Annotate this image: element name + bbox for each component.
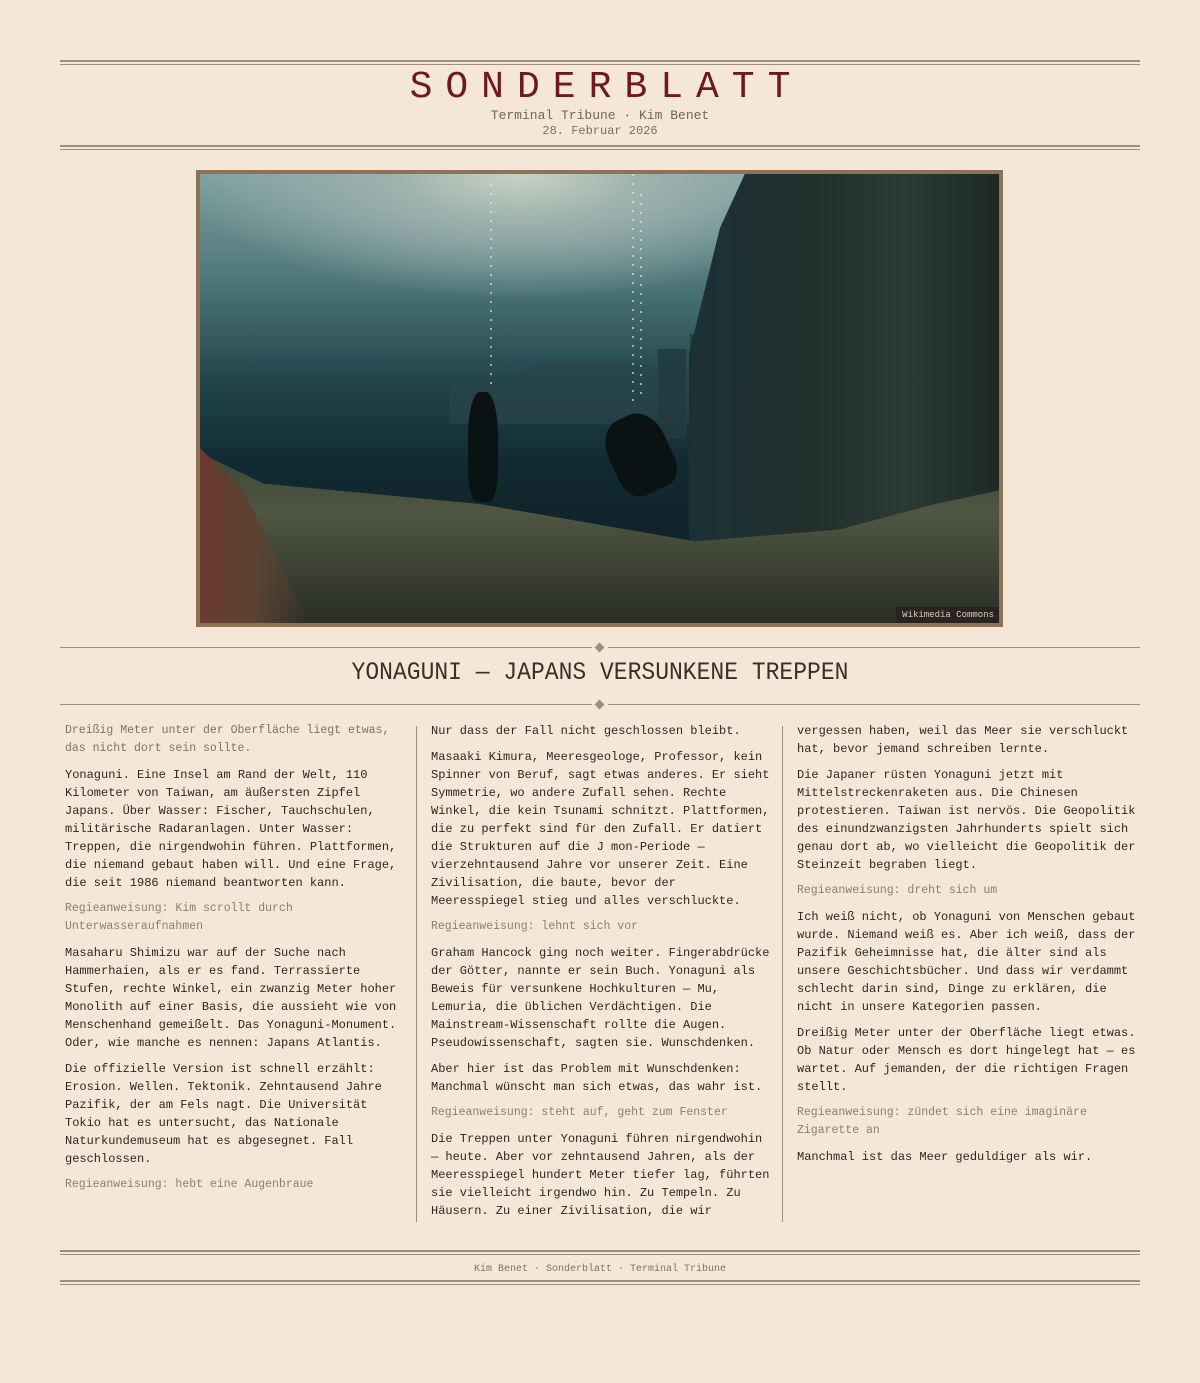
stage-direction: Regieanweisung: lehnt sich vor bbox=[431, 920, 639, 933]
photo-pillar bbox=[658, 349, 686, 439]
masthead-bottom-rule bbox=[60, 145, 1140, 152]
stage-direction: Regieanweisung: steht auf, geht zum Fenster bbox=[431, 1106, 728, 1119]
article-column-3 bbox=[797, 722, 1137, 1174]
photo-bubbles bbox=[632, 174, 634, 404]
body-paragraph: Aber hier ist das Problem mit Wunschdenken: Manchmal wünscht man sich etwas, das wahr ist. bbox=[431, 1062, 763, 1094]
masthead-date: 28. Februar 2026 bbox=[542, 124, 658, 138]
body-paragraph: vergessen haben, weil das Meer sie verschluckt hat, bevor jemand schreiben lernte. bbox=[797, 724, 1129, 756]
lead-photo bbox=[200, 174, 999, 623]
body-paragraph: Graham Hancock ging noch weiter. Fingerabdrücke der Götter, nannte er sein Buch. Yonaguni als Beweis für versunkene Hochkulturen — Mu, Lemuria, die üblichen Verdächtigen. Die Mainstream-Wissenschaft rollte die Augen. Pseudowissenschaft, sagten sie. Wunschdenken. bbox=[431, 946, 770, 1050]
photo-bubbles bbox=[490, 184, 492, 384]
footer-text: Kim Benet · Sonderblatt · Terminal Tribune bbox=[473, 1264, 727, 1275]
diamond-ornament-icon bbox=[595, 643, 605, 653]
body-paragraph: Ich weiß nicht, ob Yonaguni von Menschen gebaut wurde. Niemand weiß es. Aber ich weiß, dass der Pazifik Geheimnisse hat, die älter sind als unsere Geschichtsbücher. Und dass wir verdammt schlecht darin sind, Dinge zu erklären, die nicht in unsere Kategorien passen. bbox=[797, 910, 1136, 1014]
stage-direction: Regieanweisung: hebt eine Augenbraue bbox=[65, 1178, 314, 1191]
body-paragraph: Dreißig Meter unter der Oberfläche liegt etwas. Ob Natur oder Mensch es dort hingelegt hat — es wartet. Auf jemanden, der die richtigen Fragen stellt. bbox=[797, 1026, 1136, 1094]
diver-figure-left bbox=[468, 392, 498, 502]
masthead bbox=[60, 60, 1140, 138]
diamond-ornament-icon bbox=[595, 700, 605, 710]
body-paragraph: Masaharu Shimizu war auf der Suche nach Hammerhaien, als er es fand. Terrassierte Stufen, rechte Winkel, ein zwanzig Meter hoher Monolith auf einer Basis, die aussieht wie von Menschenhand gemeißelt. Das Yonaguni-Monument. Oder, wie manche es nennen: Japans Atlantis. bbox=[65, 946, 397, 1050]
article-columns bbox=[60, 722, 1140, 1222]
photo-bubbles bbox=[640, 194, 642, 394]
body-paragraph: Die Japaner rüsten Yonaguni jetzt mit Mittelstreckenraketen aus. Die Chinesen protestieren. Taiwan ist nervös. Die Geopolitik des einundzwanzigsten Jahrhunderts spielt sich genau dort ab, wo vielleicht die Geopolitik der Steinzeit begraben liegt. bbox=[797, 768, 1136, 872]
article-column-1 bbox=[65, 722, 405, 1202]
body-paragraph: Die offizielle Version ist schnell erzählt: Erosion. Wellen. Tektonik. Zehntausend Jahre Pazifik, der am Fels nagt. Die Universität Tokio hat es untersucht, das Nationale Naturkundemuseum hat es abgesegnet. Fall geschlossen. bbox=[65, 1062, 382, 1166]
body-paragraph: Die Treppen unter Yonaguni führen nirgendwohin — heute. Aber vor zehntausend Jahren, als der Meeresspiegel hundert Meter tiefer lag, führten sie vielleicht irgendwo hin. Zu Tempeln. Zu Häusern. Zu einer Zivilisation, die wir bbox=[431, 1132, 770, 1218]
stage-direction: Regieanweisung: zündet sich eine imaginäre Zigarette an bbox=[797, 1106, 1087, 1137]
footer-top-rule bbox=[60, 1250, 1140, 1257]
ornament-rule-bottom bbox=[60, 699, 1140, 711]
footer-bottom-rule bbox=[60, 1280, 1140, 1287]
column-divider bbox=[782, 726, 783, 1222]
ornament-rule-top bbox=[60, 642, 1140, 654]
body-paragraph: Nur dass der Fall nicht geschlossen bleibt. bbox=[431, 724, 741, 738]
body-paragraph: Masaaki Kimura, Meeresgeologe, Professor, kein Spinner von Beruf, sagt etwas anderes. Er sieht Symmetrie, wo andere Zufall sehen. Rechte Winkel, die kein Tsunami schnitzt. Plattformen, die zu perfekt sind für den Zufall. Er datiert die Strukturen auf die J mon-Periode — vierzehntausend Jahre vor unserer Zeit. Eine Zivilisation, die baute, bevor der Meeresspiegel stieg und alles verschluckte. bbox=[431, 750, 770, 908]
masthead-subtitle: Terminal Tribune · Kim Benet bbox=[490, 108, 710, 123]
stage-direction: Regieanweisung: dreht sich um bbox=[797, 884, 998, 897]
stage-direction: Regieanweisung: Kim scrollt durch Unterwasseraufnahmen bbox=[65, 902, 293, 933]
lead-photo-frame bbox=[196, 170, 1003, 627]
masthead-title: SONDERBLATT bbox=[409, 66, 804, 109]
body-paragraph: Yonaguni. Eine Insel am Rand der Welt, 110 Kilometer von Taiwan, am äußersten Zipfel Japans. Über Wasser: Fischer, Tauchschulen, militärische Radaranlagen. Unter Wasser: Treppen, die nirgendwohin führen. Plattformen, die niemand gebaut haben will. Und eine Frage, die seit 1986 niemand beantworten kann. bbox=[65, 768, 397, 890]
lead-paragraph: Dreißig Meter unter der Oberfläche liegt etwas, das nicht dort sein sollte. bbox=[65, 724, 390, 755]
article-column-2 bbox=[431, 722, 771, 1228]
article-headline: YONAGUNI — JAPANS VERSUNKENE TREPPEN bbox=[351, 658, 849, 687]
closing-paragraph: Manchmal ist das Meer geduldiger als wir. bbox=[797, 1150, 1093, 1164]
page-footer bbox=[60, 1250, 1140, 1290]
column-divider bbox=[416, 726, 417, 1222]
photo-credit: Wikimedia Commons bbox=[896, 607, 999, 623]
headline-block bbox=[60, 640, 1140, 712]
